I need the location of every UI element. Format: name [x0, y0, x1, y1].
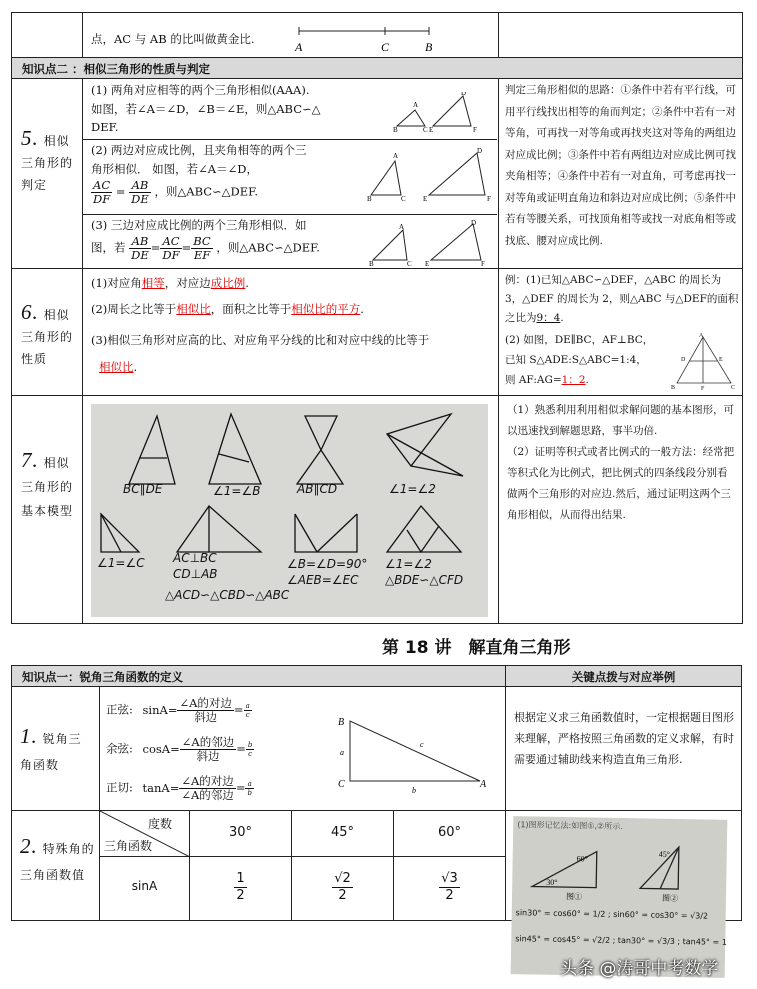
photo-line1: sin30° = cos60° = 1/2 ; sin60° = cos30° = √3/2 [515, 908, 709, 921]
lecture18-header-left [11, 665, 505, 687]
corner-function-label: 三角函数 [104, 839, 153, 853]
svg-text:F: F [487, 195, 491, 203]
p7-basic-models-photo [91, 404, 488, 617]
p5-case2-line1: (2) 两边对应成比例，且夹角相等的两个三 [91, 143, 307, 157]
cosine-fraction: $\frac{\text{∠A的邻边}}{\text{斜边}}$ [181, 735, 235, 763]
svg-text:E: E [719, 357, 723, 363]
p5-case3: (3) 三边对应成比例的两个三角形相似．如 图，若 $\frac{AB}{DE}$ = $\frac{AC}{DF}$ = $\frac{BC}{EF}$ ，则△ABC∽△DEF. A B C D E F [83, 216, 497, 269]
p5-case3-fraction1: $\frac{AB}{DE}$ [131, 234, 149, 262]
p5-case3-triangles-figure [369, 220, 493, 266]
p7-label-cell [11, 396, 82, 624]
sin60-value: $\frac{√3}{2}$ [441, 871, 458, 903]
p5-case2-tail: ，则△ABC∽△DEF. [154, 184, 258, 199]
p6-line1-c: ，对应边 [164, 276, 211, 290]
p5-label: 相似三角形的判定 [21, 134, 74, 192]
l18-p1-label: 锐角三角函数 [20, 732, 82, 772]
p5-case1-line3: DEF. [91, 120, 119, 134]
p7-caption-9: ∠B=∠D=90° [287, 557, 368, 571]
svg-text:B: B [367, 195, 372, 203]
p7-caption-7: CD⊥AB [173, 567, 218, 581]
p6-example1-answer: 9：4 [536, 312, 561, 324]
sin60-value-cell [393, 857, 505, 921]
p6-line2-end: . [360, 302, 364, 316]
p5-case2-line2: 角形相似． 如图，若∠A＝∠D， [91, 162, 258, 176]
p6-line3-answer: 相似比 [99, 360, 134, 374]
p5-note-text: 判定三角形相似的思路：①条件中若有平行线，可用平行线找出相等的角而判定；②条件中若有一对等角，可再找一对等角或再找夹这对等角的两组边对应成比例；③条件中若有两组边对应成比例可找夹角相等；④条件中若有一对直角，可考虑再找一对等角或证明直角边和斜边对应成比例；⑤条件中若有等腰关系，可找顶角相等或找一对底角相等或找底、腰对应成比例. [505, 84, 736, 247]
p7-caption-11: ∠1=∠2 [385, 557, 432, 571]
svg-text:E: E [425, 260, 430, 266]
golden-row-content-cell [82, 12, 498, 58]
svg-text:E: E [429, 126, 434, 132]
point-b-label: B [425, 40, 433, 54]
p5-case1 [83, 80, 497, 140]
p6-example-cell [498, 269, 743, 396]
svg-text:D: D [461, 92, 467, 97]
p7-content-cell [82, 396, 498, 624]
sin30-value-cell [189, 857, 291, 921]
p5-case1-triangles-figure [393, 92, 493, 132]
p6-example2-end: . [585, 374, 589, 386]
sin45-value-cell [291, 857, 393, 921]
sine-fn: sinA= [142, 702, 178, 717]
p6-line2-a: (2)周长之比等于 [91, 302, 177, 316]
p5-case3-line1: (3) 三边对应成比例的两个三角形相似．如 [91, 218, 307, 232]
p7-note-2: （2）证明等积式或者比例式的一般方法：经常把等积式化为比例式，把比例式的四条线段分别看做两个三角形的对应边.然后，通过证明这两个三角形相似，从而得出结果. [507, 446, 735, 521]
p7-number: 7. [21, 448, 39, 472]
p6-line2-answer2: 相似比的平方 [291, 302, 361, 316]
p5-note-cell [498, 79, 743, 269]
angle-30-text: 30° [228, 825, 253, 840]
p7-caption-1: BC∥DE [123, 482, 163, 496]
p7-note-1: （1）熟悉利用利用相似求解问题的基本图形，可以迅速找到解题思路，事半功倍. [507, 404, 735, 437]
p6-example2-answer: 1：2 [561, 374, 586, 386]
p6-line3-a: (3)相似三角形对应高的比、对应角平分线的比和对应中线的比等于 [91, 333, 430, 347]
p5-case3-fraction3: $\frac{BC}{EF}$ [193, 234, 211, 262]
l18-p1-content-cell [99, 687, 505, 811]
angle-header-60 [393, 811, 505, 857]
p5-case3-tail: ，则△ABC∽△DEF. [216, 240, 320, 255]
p5-label-cell [11, 79, 82, 269]
p5-case2-fraction2: $\frac{AB}{DE}$ [131, 178, 149, 206]
p7-caption-10: ∠AEB=∠EC [287, 573, 359, 587]
p6-line1-a: (1)对应角 [91, 276, 142, 290]
l18-p1-number: 1. [20, 724, 38, 748]
p6-line1-end: . [245, 276, 249, 290]
angle-header-45 [291, 811, 393, 857]
p6-line1-answer1: 相等 [141, 276, 165, 290]
photo-line2: sin45° = cos45° = √2/2 ; tan30° = √3/3 ; tan45° = 1 [515, 934, 727, 947]
p5-case2-triangles-figure [365, 147, 493, 207]
p7-caption-6: AC⊥BC [173, 551, 217, 565]
side-c-label: c [420, 740, 424, 749]
tangent-fn: tanA= [142, 780, 180, 795]
sin45-value: $\frac{√2}{2}$ [334, 871, 351, 903]
p6-line2-c: ，面积之比等于 [210, 302, 292, 316]
p5-number: 5. [21, 126, 39, 150]
p7-caption-5: ∠1=∠C [97, 556, 145, 570]
photo-figure1-label: 图① [565, 892, 583, 902]
p5-case3-prefix: 图，若 [91, 240, 126, 255]
angle-45-text: 45° [330, 825, 355, 840]
svg-text:30°: 30° [546, 877, 558, 887]
photo-figure2-label: 图② [661, 893, 679, 904]
svg-text:C: C [401, 195, 406, 203]
point-a-label: A [295, 40, 303, 54]
tangent-fraction: $\frac{\text{∠A的对边}}{\text{∠A的邻边}}$ [181, 774, 234, 802]
p7-caption-2: ∠1=∠B [213, 484, 261, 498]
right-triangle-abc-figure [332, 711, 492, 795]
p6-example2-line2: 已知 S△ADE:S△ABC=1:4， [505, 354, 647, 366]
lecture18-header-left-text: 知识点一：锐角三角函数的定义 [22, 670, 183, 684]
p6-label-cell [11, 269, 82, 396]
cosine-definition: 余弦: cosA= $\frac{\text{∠A的邻边}}{\text{斜边}}$ = $\frac{b}{c}$ [106, 735, 253, 763]
angle-60-text: 60° [437, 825, 462, 840]
svg-text:C: C [731, 385, 736, 391]
golden-ratio-segment-figure [293, 19, 443, 55]
p5-case1-line2: 如图，若∠A＝∠D，∠B＝∠E，则△ABC∽△ [91, 102, 321, 116]
p7-caption-12: △BDE∽△CFD [385, 573, 464, 587]
tangent-definition: 正切: tanA= $\frac{\text{∠A的对边}}{\text{∠A的邻边}}$ = $\frac{a}{b}$ [106, 774, 252, 802]
golden-row-note-cell [498, 12, 743, 58]
photo-heading: (1)图形记忆法:如图①,②所示. [517, 820, 623, 832]
p6-example2-figure [671, 333, 739, 391]
svg-text:F: F [473, 126, 477, 132]
svg-text:60°: 60° [576, 854, 588, 864]
sin30-value: $\frac{1}{2}$ [236, 871, 245, 903]
vertex-c-label: C [338, 779, 345, 790]
svg-text:A: A [413, 101, 419, 109]
p7-caption-4: ∠1=∠2 [389, 482, 436, 496]
svg-text:F: F [481, 260, 485, 266]
svg-text:B: B [393, 126, 398, 132]
p6-line3-end: . [133, 360, 138, 374]
p5-case3-fraction2: $\frac{AC}{DF}$ [162, 234, 180, 262]
svg-text:C: C [407, 260, 412, 266]
sine-ratio: $\frac{a}{c}$ [245, 702, 250, 719]
svg-text:A: A [699, 333, 704, 339]
p6-number: 6. [21, 300, 39, 324]
p6-example2-line3: 则 AF:AG= [505, 374, 562, 386]
p5-case2-fraction1: $\frac{AC}{DF}$ [93, 178, 111, 206]
svg-text:D: D [471, 220, 477, 227]
p7-label: 相似三角形的基本模型 [21, 456, 74, 518]
svg-text:B: B [369, 260, 374, 266]
tangent-ratio: $\frac{a}{b}$ [247, 780, 252, 797]
sine-fraction: $\frac{\text{∠A的对边}}{\text{斜边}}$ [179, 696, 232, 724]
sine-definition: 正弦: sinA= $\frac{\text{∠A的对边}}{\text{斜边}}$ = $\frac{a}{c}$ [106, 696, 250, 724]
p6-line2-answer1: 相似比 [176, 302, 211, 316]
lecture18-header-right [505, 665, 742, 687]
sin-row-label-text: sinA [131, 879, 158, 893]
angle-header-30 [189, 811, 291, 857]
svg-text:C: C [423, 126, 428, 132]
point-c-label: C [381, 40, 390, 54]
p6-example1-text: 例：(1)已知△ABC∽△DEF，△ABC 的周长为 3，△DEF 的周长为 2，则△ABC 与△DEF的面积之比为 [505, 274, 739, 324]
p6-example1-end: . [560, 312, 564, 324]
golden-row-label-cell [11, 12, 82, 58]
svg-text:D: D [681, 357, 686, 363]
svg-text:D: D [477, 147, 483, 155]
p6-label: 相似三角形的性质 [21, 308, 74, 366]
side-b-label: b [412, 786, 416, 795]
svg-text:B: B [671, 385, 676, 391]
section2-header-text: 知识点二 ：相似三角形的性质与判定 [22, 62, 211, 76]
sine-name: 正弦: [106, 702, 133, 717]
l18-p1-label-cell [11, 687, 99, 811]
sin-row-label [99, 857, 189, 921]
svg-text:E: E [423, 195, 428, 203]
p5-case1-line1: (1) 两角对应相等的两个三角形相似(AAA). [91, 83, 310, 97]
l18-p2-label-cell [11, 811, 99, 921]
p5-case2 [83, 141, 497, 215]
corner-angle-label: 度数 [148, 817, 173, 831]
vertex-b-label: B [338, 717, 345, 728]
l18-p2-label: 特殊角的三角函数值 [20, 842, 95, 882]
special-angles-corner-cell [99, 811, 189, 857]
section2-header [11, 58, 743, 79]
svg-text:A: A [393, 152, 399, 160]
l18-p2-number: 2. [20, 834, 38, 858]
p7-note-cell [498, 396, 743, 624]
lecture18-header-right-text: 关键点拨与对应举例 [571, 670, 676, 684]
p6-example2-line1: (2) 如图，DE∥BC，AF⊥BC， [505, 334, 654, 346]
svg-text:F: F [701, 386, 705, 391]
golden-ratio-text: 点，AC 与 AB 的比叫做黄金比. [91, 32, 255, 46]
vertex-a-label: A [480, 779, 487, 790]
lecture18-title: 第 18 讲 解直角三角形 [382, 638, 571, 658]
p5-case2-equals: = [115, 184, 126, 199]
l18-p1-note-cell [505, 687, 742, 811]
p6-line1-answer2: 成比例 [210, 276, 246, 290]
side-a-label: a [340, 748, 344, 757]
watermark: 头条 @涛哥中考数学 [560, 959, 719, 979]
cosine-name: 余弦: [106, 741, 133, 756]
p6-content-cell [82, 269, 498, 396]
tangent-name: 正切: [106, 780, 133, 795]
photo-triangles [522, 830, 723, 903]
cosine-ratio: $\frac{b}{c}$ [247, 741, 253, 758]
svg-text:45°: 45° [658, 849, 671, 859]
cosine-fn: cosA= [142, 741, 180, 756]
p7-caption-8: △ACD∽△CBD∽△ABC [165, 588, 290, 602]
svg-text:A: A [399, 223, 405, 231]
l18-p1-note-text: 根据定义求三角函数值时，一定根据题目图形来理解，严格按照三角函数的定义求解，有时需要通过辅助线来构造直角三角形. [514, 711, 734, 766]
p7-caption-3: AB∥CD [297, 482, 338, 496]
